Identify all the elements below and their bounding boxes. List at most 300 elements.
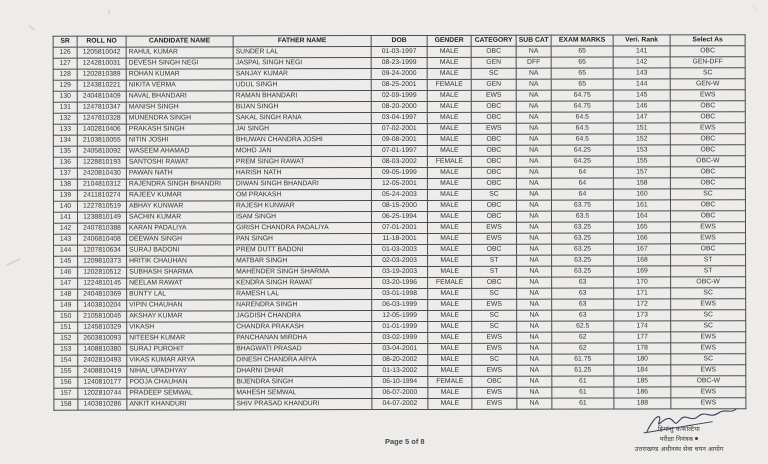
table-cell: 146 bbox=[613, 101, 670, 112]
table-cell: 166 bbox=[614, 233, 671, 244]
table-cell: 1205810042 bbox=[77, 47, 126, 58]
table-cell: 152 bbox=[613, 134, 670, 145]
table-cell: 1247810347 bbox=[77, 102, 126, 113]
table-cell: BIJAN SINGH bbox=[233, 102, 371, 113]
table-cell: MALE bbox=[427, 211, 471, 222]
table-cell: SC bbox=[670, 189, 745, 200]
table-cell: NA bbox=[517, 310, 552, 321]
table-cell: PRAKASH SINGH bbox=[126, 124, 233, 135]
table-cell: 151 bbox=[613, 123, 670, 134]
table-cell: 04-07-2002 bbox=[372, 398, 428, 409]
table-cell: 1224810145 bbox=[78, 278, 127, 289]
table-cell: NA bbox=[516, 79, 551, 90]
table-cell: 63 bbox=[552, 277, 614, 288]
table-cell: 07-02-2001 bbox=[371, 123, 427, 134]
table-cell: RAMESH LAL bbox=[234, 289, 372, 300]
table-cell: OBC bbox=[472, 376, 517, 387]
table-cell: NITIN JOSHI bbox=[126, 135, 233, 146]
table-cell: FEMALE bbox=[428, 277, 472, 288]
table-cell: EWS bbox=[472, 398, 517, 409]
table-cell: 134 bbox=[53, 135, 77, 146]
table-cell: HARISH NATH bbox=[233, 168, 371, 179]
table-cell: VIKAS KUMAR ARYA bbox=[127, 355, 234, 366]
signatory-title: परीक्षा नियंत्रक bbox=[659, 434, 694, 443]
table-cell: DHARNI DHAR bbox=[234, 366, 372, 377]
table-cell: 142 bbox=[54, 223, 78, 234]
table-cell: 147 bbox=[54, 278, 78, 289]
column-header: FATHER NAME bbox=[233, 36, 371, 47]
table-cell: EWS bbox=[670, 222, 745, 233]
table-cell: 127 bbox=[53, 58, 77, 69]
table-cell: SC bbox=[671, 310, 746, 321]
table-cell: 08-03-2002 bbox=[371, 156, 427, 167]
signatory-title-line bbox=[596, 435, 762, 445]
table-cell: NA bbox=[516, 189, 551, 200]
table-cell: 65 bbox=[551, 68, 613, 79]
table-cell: 63.25 bbox=[551, 222, 613, 233]
table-cell: NA bbox=[516, 167, 551, 178]
table-cell: PAWAN NATH bbox=[126, 168, 233, 179]
table-cell: NA bbox=[517, 354, 552, 365]
table-cell: NIKITA VERMA bbox=[126, 80, 233, 91]
table-cell: 154 bbox=[54, 355, 78, 366]
table-cell: 61.25 bbox=[552, 365, 614, 376]
table-cell: EWS bbox=[472, 332, 517, 343]
table-cell: 138 bbox=[53, 179, 77, 190]
table-cell: NA bbox=[516, 123, 551, 134]
table-cell: MALE bbox=[427, 57, 471, 68]
table-cell: NA bbox=[516, 156, 551, 167]
table-cell: 64.75 bbox=[551, 90, 613, 101]
table-cell: SC bbox=[471, 68, 516, 79]
table-cell: 63.75 bbox=[551, 200, 613, 211]
table-cell: 135 bbox=[53, 146, 77, 157]
table-cell: MALE bbox=[427, 145, 471, 156]
table-cell: 08-20-2000 bbox=[371, 101, 427, 112]
table-cell: MALE bbox=[428, 255, 472, 266]
table-cell: 1209810373 bbox=[78, 256, 127, 267]
table-cell: MALE bbox=[428, 365, 472, 376]
table-cell: 09-24-2000 bbox=[371, 68, 427, 79]
table-cell: NA bbox=[517, 277, 552, 288]
table-cell: 61 bbox=[552, 387, 614, 398]
table-cell: NA bbox=[517, 266, 552, 277]
column-header: GENDER bbox=[427, 35, 471, 46]
table-cell: OBC bbox=[670, 101, 745, 112]
table-cell: 01-13-2002 bbox=[372, 365, 428, 376]
table-cell: OBC bbox=[471, 112, 516, 123]
table-cell: 1242810031 bbox=[77, 58, 126, 69]
table-cell: 133 bbox=[53, 124, 77, 135]
table-cell: 157 bbox=[613, 167, 670, 178]
table-cell: WASEEM AHAMAD bbox=[126, 146, 233, 157]
table-cell: MALE bbox=[428, 310, 472, 321]
column-header: CANDIDATE NAME bbox=[126, 36, 233, 47]
page-number: Page 5 of 8 bbox=[385, 437, 425, 446]
table-cell: NA bbox=[516, 178, 551, 189]
column-header: ROLL NO bbox=[77, 36, 126, 47]
candidates-table bbox=[53, 34, 747, 410]
table-cell: MALE bbox=[427, 134, 471, 145]
table-cell: 2407810388 bbox=[78, 223, 127, 234]
table-cell: 07-01-1997 bbox=[371, 145, 427, 156]
signature-block bbox=[596, 425, 762, 455]
table-cell: OBC bbox=[670, 167, 745, 178]
table-cell: SC bbox=[472, 321, 517, 332]
table-cell: MALE bbox=[427, 200, 471, 211]
table-cell: 03-20-1996 bbox=[372, 277, 428, 288]
table-cell: EWS bbox=[671, 332, 746, 343]
table-cell: PREM DUTT BADONI bbox=[234, 245, 372, 256]
table-cell: 61 bbox=[552, 376, 614, 387]
table-cell: 153 bbox=[54, 344, 78, 355]
table-cell: 1403810286 bbox=[78, 399, 127, 410]
table-cell: 130 bbox=[53, 91, 77, 102]
table-cell: OBC bbox=[670, 134, 745, 145]
table-cell: EWS bbox=[670, 123, 745, 134]
table-cell: 62 bbox=[552, 343, 614, 354]
table-cell: BIJENDRA SINGH bbox=[234, 377, 372, 388]
table-cell: 12-05-1999 bbox=[372, 310, 428, 321]
table-cell: OBC-W bbox=[671, 277, 746, 288]
table-cell: NIHAL UPADHYAY bbox=[127, 366, 234, 377]
table-cell: 1402810406 bbox=[77, 124, 126, 135]
table-cell: 65 bbox=[551, 57, 613, 68]
table-cell: 65 bbox=[551, 46, 613, 57]
table-cell: 2408810419 bbox=[78, 366, 127, 377]
table-cell: 137 bbox=[53, 168, 77, 179]
table-cell: 07-01-2001 bbox=[372, 222, 428, 233]
table-cell: 153 bbox=[613, 145, 670, 156]
table-cell: MAHENDER SINGH SHARMA bbox=[234, 267, 372, 278]
table-cell: 06-10-1994 bbox=[372, 376, 428, 387]
table-cell: 158 bbox=[54, 399, 78, 410]
scan-artifact bbox=[6, 258, 20, 266]
table-cell: MATBAR SINGH bbox=[234, 256, 372, 267]
table-cell: 01-03-2003 bbox=[372, 244, 428, 255]
table-cell: SC bbox=[472, 310, 517, 321]
table-cell: SC bbox=[671, 288, 746, 299]
table-cell: 2603810093 bbox=[78, 333, 127, 344]
table-cell: DFF bbox=[516, 57, 551, 68]
table-cell: DINESH CHANDRA ARYA bbox=[234, 355, 372, 366]
table-cell: OBC bbox=[471, 156, 516, 167]
table-cell: OBC bbox=[671, 244, 746, 255]
table-cell: 1245810329 bbox=[78, 322, 127, 333]
table-cell: 01-01-1999 bbox=[372, 321, 428, 332]
table-cell: 1238810149 bbox=[77, 212, 126, 223]
table-cell: 1202810512 bbox=[78, 267, 127, 278]
table-cell: MOHD JAN bbox=[233, 146, 371, 157]
table-cell: SC bbox=[670, 68, 745, 79]
table-cell: 63.5 bbox=[551, 211, 613, 222]
table-cell: MALE bbox=[428, 266, 472, 277]
table-cell: SC bbox=[472, 288, 517, 299]
table-cell: 2105810045 bbox=[78, 311, 127, 322]
table-cell: UDUL SINGH bbox=[233, 80, 371, 91]
ink-dot bbox=[695, 437, 698, 440]
table-cell: 63 bbox=[552, 288, 614, 299]
table-cell: SC bbox=[671, 354, 746, 365]
table-cell: PAN SINGH bbox=[234, 234, 372, 245]
table-cell: EWS bbox=[671, 387, 746, 398]
table-cell: 08-20-2002 bbox=[372, 354, 428, 365]
table-cell: ST bbox=[472, 266, 517, 277]
table-cell: 142 bbox=[613, 57, 670, 68]
table-cell: MALE bbox=[427, 68, 471, 79]
table-cell: MALE bbox=[428, 398, 472, 409]
table-cell: GIRISH CHANDRA PADALIYA bbox=[234, 223, 372, 234]
table-cell: EWS bbox=[472, 233, 517, 244]
table-cell: MALE bbox=[427, 90, 471, 101]
table-cell: NA bbox=[517, 387, 552, 398]
table-cell: 1227810519 bbox=[77, 201, 126, 212]
table-cell: 171 bbox=[614, 288, 671, 299]
table-cell: 63.25 bbox=[552, 244, 614, 255]
table-cell: BHUWAN CHANDRA JOSHI bbox=[233, 135, 371, 146]
candidates-table-container bbox=[53, 34, 746, 410]
table-cell: 63.25 bbox=[552, 233, 614, 244]
table-cell: 151 bbox=[54, 322, 78, 333]
table-cell: OM PRAKASH bbox=[233, 190, 371, 201]
table-cell: SANJAY KUMAR bbox=[233, 69, 371, 80]
signatory-org: उत्तराखण्ड अधीनस्थ सेवा चयन आयोग bbox=[634, 444, 724, 453]
table-cell: KENDRA SINGH RAWAT bbox=[234, 278, 372, 289]
table-cell: 08-23-1999 bbox=[371, 57, 427, 68]
table-cell: 2420810430 bbox=[77, 168, 126, 179]
table-cell: 168 bbox=[614, 255, 671, 266]
table-cell: 03-19-2003 bbox=[372, 266, 428, 277]
table-cell: ST bbox=[472, 255, 517, 266]
table-cell: EWS bbox=[671, 365, 746, 376]
table-cell: OBC bbox=[670, 112, 745, 123]
table-cell: MALE bbox=[427, 46, 471, 57]
table-cell: 2404810409 bbox=[77, 91, 126, 102]
table-cell: 09-08-2001 bbox=[371, 134, 427, 145]
table-cell: 141 bbox=[53, 212, 77, 223]
table-cell: 1202810389 bbox=[77, 69, 126, 80]
table-cell: GEN-W bbox=[670, 79, 745, 90]
table-cell: 144 bbox=[613, 79, 670, 90]
table-cell: RAMAN BHANDARI bbox=[233, 91, 371, 102]
table-cell: EWS bbox=[472, 343, 517, 354]
table-cell: SANTOSHI RAWAT bbox=[126, 157, 233, 168]
table-cell: EWS bbox=[472, 365, 517, 376]
table-cell: SUBHASH SHARMA bbox=[127, 267, 234, 278]
table-cell: 143 bbox=[613, 68, 670, 79]
table-cell: DEVESH SINGH NEGI bbox=[126, 58, 233, 69]
table-cell: EWS bbox=[472, 387, 517, 398]
table-cell: 63 bbox=[552, 299, 614, 310]
table-cell: EWS bbox=[472, 299, 517, 310]
table-cell: SC bbox=[472, 354, 517, 365]
column-header: Select As bbox=[670, 35, 745, 46]
table-cell: MALE bbox=[427, 189, 471, 200]
table-cell: HRITIK CHAUHAN bbox=[127, 256, 234, 267]
table-cell: 61.75 bbox=[552, 354, 614, 365]
table-cell: NA bbox=[516, 222, 551, 233]
table-cell: 03-04-1997 bbox=[371, 112, 427, 123]
table-cell: 141 bbox=[613, 46, 670, 57]
table-cell: 172 bbox=[614, 299, 671, 310]
table-cell: EWS bbox=[671, 299, 746, 310]
table-cell: NA bbox=[517, 299, 552, 310]
column-header: DOB bbox=[371, 35, 427, 46]
table-cell: MALE bbox=[428, 343, 472, 354]
table-cell: ST bbox=[671, 255, 746, 266]
table-cell: KARAN PADALIYA bbox=[127, 223, 234, 234]
table-cell: 167 bbox=[614, 244, 671, 255]
table-cell: 08-25-2001 bbox=[371, 79, 427, 90]
table-cell: SAKAL SINGH RANA bbox=[233, 113, 371, 124]
table-cell: 169 bbox=[614, 266, 671, 277]
table-cell: NA bbox=[517, 332, 552, 343]
table-cell: 2402810493 bbox=[78, 355, 127, 366]
table-cell: OBC bbox=[471, 167, 516, 178]
table-cell: SUNDER LAL bbox=[233, 47, 371, 58]
table-cell: NA bbox=[517, 233, 552, 244]
table-cell: NA bbox=[516, 68, 551, 79]
table-cell: SURAJ PUROHIT bbox=[127, 344, 234, 355]
table-cell: 03-01-1998 bbox=[372, 288, 428, 299]
table-cell: 173 bbox=[614, 310, 671, 321]
table-cell: RAHUL KUMAR bbox=[126, 47, 233, 58]
table-cell: 165 bbox=[613, 222, 670, 233]
table-cell: NA bbox=[516, 46, 551, 57]
table-cell: MUNENDRA SINGH bbox=[126, 113, 233, 124]
table-cell: 2103810055 bbox=[77, 135, 126, 146]
table-cell: 01-03-1997 bbox=[371, 46, 427, 57]
table-cell: OBC bbox=[471, 200, 516, 211]
column-header: SR bbox=[53, 36, 77, 47]
table-cell: ANKIT KHANDURI bbox=[127, 399, 234, 410]
table-cell: 64 bbox=[551, 178, 613, 189]
table-cell: RAJESH KUNWAR bbox=[233, 201, 371, 212]
table-cell: MALE bbox=[427, 101, 471, 112]
table-cell: 160 bbox=[613, 189, 670, 200]
table-cell: 178 bbox=[614, 343, 671, 354]
table-cell: NA bbox=[517, 365, 552, 376]
table-cell: 184 bbox=[614, 365, 671, 376]
table-cell: OBC bbox=[472, 277, 517, 288]
signatory-name: हिमांशु कफल्टिया bbox=[657, 425, 701, 433]
table-cell: OBC-W bbox=[670, 156, 745, 167]
table-cell: DIWAN SINGH BHANDARI bbox=[233, 179, 371, 190]
table-cell: 03-04-2001 bbox=[372, 343, 428, 354]
table-cell: 158 bbox=[613, 178, 670, 189]
table-cell: 177 bbox=[614, 332, 671, 343]
table-cell: 12-05-2001 bbox=[371, 178, 427, 189]
scan-artifact bbox=[28, 25, 34, 30]
table-cell: 64.5 bbox=[551, 123, 613, 134]
table-cell: 156 bbox=[54, 377, 78, 388]
table-cell: CHANDRA PRAKASH bbox=[234, 322, 372, 333]
table-cell: NA bbox=[517, 255, 552, 266]
table-cell: 63.25 bbox=[552, 266, 614, 277]
table-cell: OBC bbox=[670, 178, 745, 189]
table-cell: 186 bbox=[614, 387, 671, 398]
table-cell: 2406810408 bbox=[78, 234, 127, 245]
table-cell: 131 bbox=[53, 102, 77, 113]
table-cell: SACHIN KUMAR bbox=[126, 212, 233, 223]
table-cell: 149 bbox=[54, 300, 78, 311]
table-cell: MAHESH SEMWAL bbox=[234, 388, 372, 399]
table-cell: 06-25-1994 bbox=[371, 211, 427, 222]
table-cell: NA bbox=[516, 101, 551, 112]
table-cell: NA bbox=[517, 244, 552, 255]
table-cell: 152 bbox=[54, 333, 78, 344]
table-cell: 157 bbox=[54, 388, 78, 399]
table-cell: MALE bbox=[428, 387, 472, 398]
table-cell: NA bbox=[516, 90, 551, 101]
table-cell: 1202810744 bbox=[78, 388, 127, 399]
table-cell: 2404810369 bbox=[78, 289, 127, 300]
table-cell: MALE bbox=[427, 112, 471, 123]
table-cell: OBC bbox=[471, 134, 516, 145]
table-cell: OBC bbox=[471, 145, 516, 156]
table-cell: MALE bbox=[428, 354, 472, 365]
table-cell: 155 bbox=[54, 366, 78, 377]
table-cell: NA bbox=[516, 211, 551, 222]
table-cell: 1240810177 bbox=[78, 377, 127, 388]
table-cell: 63 bbox=[552, 310, 614, 321]
table-cell: 62 bbox=[552, 332, 614, 343]
table-cell: MALE bbox=[428, 321, 472, 332]
table-cell: 128 bbox=[53, 69, 77, 80]
table-cell: OBC bbox=[471, 178, 516, 189]
table-cell: NA bbox=[517, 321, 552, 332]
table-cell: ABHAY KUNWAR bbox=[126, 201, 233, 212]
table-cell: 161 bbox=[613, 200, 670, 211]
table-cell: POOJA CHAUHAN bbox=[127, 377, 234, 388]
table-cell: EWS bbox=[471, 90, 516, 101]
table-cell: DEEWAN SINGH bbox=[127, 234, 234, 245]
table-cell: JAGDISH CHANDRA bbox=[234, 311, 372, 322]
table-cell: OBC bbox=[471, 46, 516, 57]
table-cell: 148 bbox=[54, 289, 78, 300]
table-cell: SC bbox=[671, 321, 746, 332]
table-cell: MALE bbox=[427, 222, 471, 233]
table-cell: FEMALE bbox=[427, 156, 471, 167]
table-cell: 02-03-2003 bbox=[372, 255, 428, 266]
table-cell: GEN-DFF bbox=[670, 57, 745, 68]
table-cell: EWS bbox=[471, 123, 516, 134]
table-cell: 147 bbox=[613, 112, 670, 123]
table-cell: NA bbox=[516, 134, 551, 145]
table-cell: ROHAN KUMAR bbox=[126, 69, 233, 80]
table-cell: 61 bbox=[552, 398, 614, 409]
table-cell: 170 bbox=[614, 277, 671, 288]
table-cell: MANISH SINGH bbox=[126, 102, 233, 113]
table-cell: OBC bbox=[670, 46, 745, 57]
table-cell: EWS bbox=[671, 233, 746, 244]
table-cell: MALE bbox=[427, 178, 471, 189]
table-row bbox=[54, 398, 746, 410]
table-cell: EWS bbox=[471, 222, 516, 233]
table-cell: 185 bbox=[614, 376, 671, 387]
table-cell: 64.5 bbox=[551, 112, 613, 123]
column-header: EXAM MARKS bbox=[551, 35, 613, 46]
table-cell: 1228810193 bbox=[77, 157, 126, 168]
table-cell: RAJEEV KUMAR bbox=[126, 190, 233, 201]
table-cell: NA bbox=[517, 398, 552, 409]
table-cell: 155 bbox=[613, 156, 670, 167]
column-header: SUB CAT bbox=[516, 35, 551, 46]
table-cell: MALE bbox=[428, 233, 472, 244]
table-cell: 1207810634 bbox=[78, 245, 127, 256]
table-cell: 145 bbox=[54, 256, 78, 267]
table-cell: MALE bbox=[427, 167, 471, 178]
